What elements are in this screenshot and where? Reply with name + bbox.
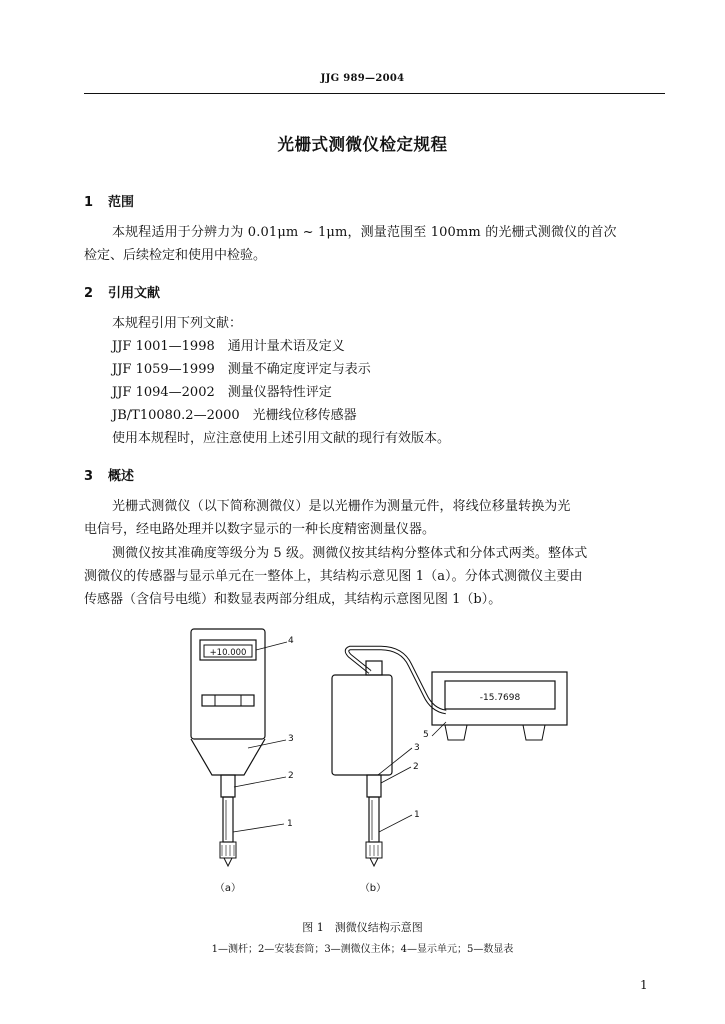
paragraph-line: 测微仪的传感器与显示单元在一整体上，其结构示意见图 1（a）。分体式测微仪主要由 bbox=[84, 569, 583, 584]
section-title: 概述 bbox=[108, 469, 135, 484]
label-3: 3 bbox=[288, 734, 294, 744]
button-strip bbox=[202, 695, 254, 706]
paragraph-line: 使用本规程时，应注意使用上述引用文献的现行有效版本。 bbox=[112, 431, 451, 446]
section-title: 范围 bbox=[108, 195, 135, 210]
label-3b: 3 bbox=[414, 743, 420, 753]
label-2b: 2 bbox=[413, 762, 419, 772]
reference-item: JJF 1001—1998 通用计量术语及定义 bbox=[112, 339, 345, 354]
subfigure-label-b: （b） bbox=[359, 883, 387, 894]
probe-tip bbox=[220, 842, 236, 858]
paragraph-line: 测微仪按其准确度等级分为 5 级。测微仪按其结构分整体式和分体式两类。整体式 bbox=[112, 546, 588, 561]
meter-foot bbox=[445, 725, 467, 740]
section-number: 2 bbox=[84, 286, 94, 301]
measuring-rod-b bbox=[369, 797, 379, 842]
measuring-rod bbox=[223, 797, 233, 842]
figure-legend: 1—测杆；2—安装套筒；3—测微仪主体；4—显示单元；5—数显表 bbox=[211, 944, 514, 955]
display-reading-a: +10.000 bbox=[209, 648, 247, 658]
paragraph-line: 本规程引用下列文献： bbox=[112, 316, 243, 331]
figure-1-diagram bbox=[0, 620, 725, 920]
split-micrometer-b bbox=[332, 648, 567, 866]
paragraph-line: 电信号，经电路处理并以数字显示的一种长度精密测量仪器。 bbox=[84, 522, 436, 537]
paragraph-line: 传感器（含信号电缆）和数显表两部分组成，其结构示意图见图 1（b）。 bbox=[84, 592, 502, 607]
section-number: 1 bbox=[84, 195, 94, 210]
figure-caption: 图 1 测微仪结构示意图 bbox=[302, 921, 423, 934]
mounting-sleeve bbox=[221, 775, 235, 797]
document-title: 光栅式测微仪检定规程 bbox=[277, 135, 448, 154]
reference-item: JB/T10080.2—2000 光栅线位移传感器 bbox=[112, 408, 357, 423]
page-number: 1 bbox=[640, 978, 648, 992]
reference-item: JJF 1059—1999 测量不确定度评定与表示 bbox=[112, 362, 371, 377]
signal-cable bbox=[347, 648, 446, 712]
label-1b: 1 bbox=[414, 810, 420, 820]
label-1: 1 bbox=[287, 819, 293, 829]
label-5: 5 bbox=[423, 730, 429, 740]
main-body-taper bbox=[191, 739, 265, 775]
paragraph-line: 本规程适用于分辨力为 0.01μm ~ 1μm，测量范围至 100mm 的光栅式测微仪的首次 bbox=[112, 225, 617, 240]
section-title: 引用文献 bbox=[108, 286, 161, 301]
header-rule bbox=[84, 93, 665, 94]
integral-micrometer-a bbox=[191, 629, 294, 866]
display-reading-b: -15.7698 bbox=[479, 693, 521, 703]
label-2: 2 bbox=[288, 771, 294, 781]
section-3-heading bbox=[84, 465, 134, 484]
mounting-sleeve-b bbox=[367, 775, 381, 797]
section-2-heading bbox=[84, 282, 160, 301]
paragraph-line: 光栅式测微仪（以下简称测微仪）是以光栅作为测量元件，将线位移量转换为光 bbox=[112, 499, 571, 514]
section-number: 3 bbox=[84, 469, 94, 484]
subfigure-label-a: （a） bbox=[214, 883, 242, 894]
sensor-body bbox=[332, 675, 392, 775]
label-4: 4 bbox=[288, 636, 294, 646]
meter-foot bbox=[523, 725, 545, 740]
paragraph-line: 检定、后续检定和使用中检验。 bbox=[84, 248, 267, 263]
section-1-heading bbox=[84, 191, 134, 210]
reference-item: JJF 1094—2002 测量仪器特性评定 bbox=[112, 385, 332, 400]
standard-code-header: JJG 989—2004 bbox=[320, 73, 405, 84]
